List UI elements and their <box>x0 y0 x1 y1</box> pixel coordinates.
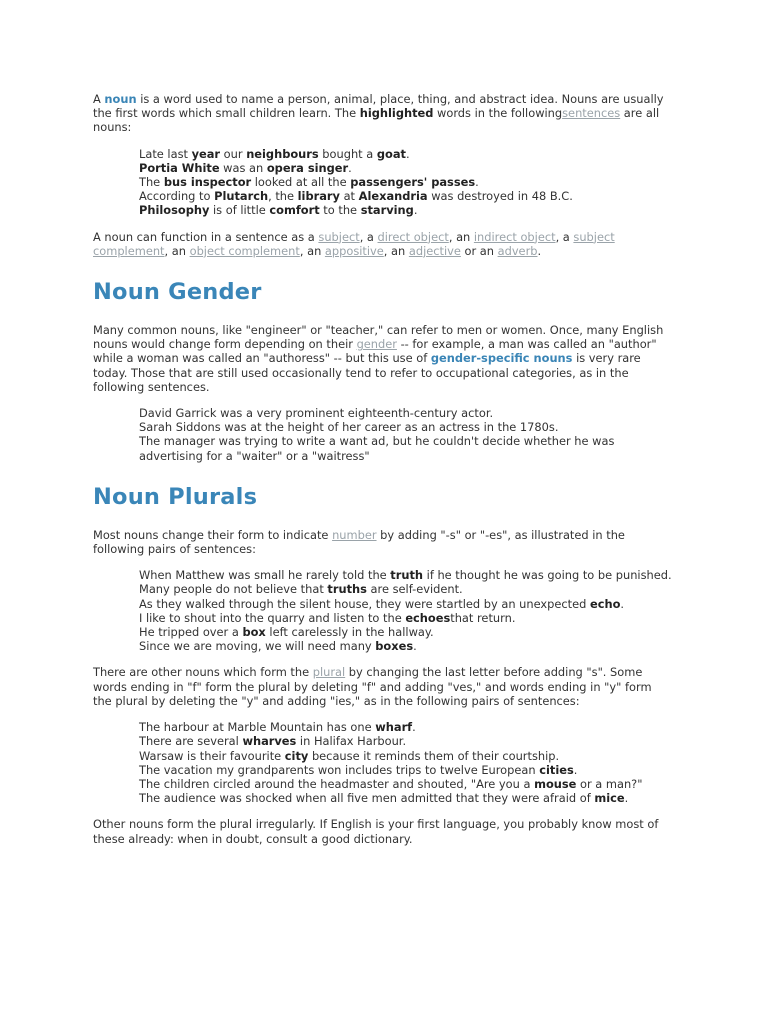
gender-paragraph <box>93 323 673 394</box>
bold-noun: bus inspector <box>163 175 252 190</box>
bold-noun: echo <box>590 596 621 611</box>
example-sentence <box>139 720 673 734</box>
bold-noun: Alexandria <box>358 189 428 204</box>
sentence-text: The <box>139 175 164 190</box>
link-gender[interactable]: gender <box>356 337 397 352</box>
keyword-highlighted: highlighted <box>359 106 434 121</box>
sentence-text: Late last <box>139 146 192 161</box>
sentence-text: looked at all the <box>251 175 351 190</box>
heading-noun-plurals: Noun Plurals <box>93 483 258 510</box>
sentence-text: . <box>406 146 410 161</box>
intro-text: A <box>93 92 105 106</box>
sentence-text: When Matthew was small he rarely told the <box>139 568 391 583</box>
sentence-text: There are several <box>139 734 243 749</box>
link-indirect-object[interactable]: indirect object <box>473 229 556 244</box>
functions-text: A noun can function in a sentence as a <box>93 229 319 244</box>
link-appositive[interactable]: appositive <box>324 243 384 258</box>
functions-text: , an <box>383 243 409 258</box>
link-subject[interactable]: subject <box>318 229 360 244</box>
example-sentence <box>139 791 673 805</box>
link-direct-object[interactable]: direct object <box>377 229 449 244</box>
sentence-text: . <box>624 791 629 806</box>
link-subject-complement[interactable]: subject complement <box>93 229 615 258</box>
sentence-text: because it reminds them of their courtship. <box>308 748 560 763</box>
sentence-text: , the <box>268 189 298 204</box>
sentence-text: The children circled around the headmaster and shouted, "Are you a <box>139 776 535 791</box>
example-sentence <box>139 777 673 791</box>
sentence-text: According to <box>139 189 215 204</box>
plurals-paragraph-2 <box>93 665 673 708</box>
sentence-text: if he thought he was going to be punished. <box>423 568 672 583</box>
sentence-text: was an <box>219 160 267 175</box>
bold-noun: box <box>242 625 266 640</box>
bold-noun: year <box>191 146 221 161</box>
functions-text: , a <box>359 229 378 244</box>
sentence-text: or a man?" <box>576 776 643 791</box>
sentence-text: bought a <box>318 146 377 161</box>
link-object-complement[interactable]: object complement <box>189 243 300 258</box>
sentence-text: left carelessly in the hallway. <box>265 625 434 640</box>
sentence-text: The harbour at Marble Mountain has one <box>139 720 376 735</box>
functions-text: , a <box>555 229 574 244</box>
plurals-text: There are other nouns which form the <box>93 665 313 680</box>
plurals-paragraph <box>93 528 673 556</box>
plurals-text: by adding "-s" or "-es", as illustrated in the following pairs of sentences: <box>93 527 625 557</box>
link-sentences[interactable]: sentences <box>562 106 621 121</box>
bold-noun: goat <box>376 146 406 161</box>
sentence-text: The audience was shocked when all five men admitted that they were afraid of <box>139 791 595 806</box>
plurals-paragraph-3: Other nouns form the plural irregularly. If English is your first language, you probably know most of these already: when in doubt, consult a good dictionary. <box>93 817 659 846</box>
noun-functions-paragraph <box>93 230 673 258</box>
intro-text: words in the following <box>433 106 563 121</box>
bold-noun: cities <box>539 762 574 777</box>
heading-noun-gender: Noun Gender <box>93 279 262 306</box>
intro-text: is a word used to name a person, animal, place, thing, and abstract idea. Nouns are usually the first words which small children learn. The <box>93 92 664 121</box>
example-sentence <box>139 749 673 763</box>
sentence-text: . <box>348 160 352 175</box>
sentence-text: As they walked through the silent house, they were startled by an unexpected <box>139 596 590 611</box>
keyword-noun: noun <box>104 92 137 106</box>
example-sentence <box>139 175 673 189</box>
example-sentence <box>139 597 673 611</box>
bold-noun: echoes <box>405 610 451 625</box>
example-sentence: Sarah Siddons was at the height of her career as an actress in the 1780s. <box>139 420 559 435</box>
sentence-text: I like to shout into the quarry and listen to the <box>139 610 406 625</box>
bold-noun: neighbours <box>246 146 319 161</box>
sentence-text: to the <box>319 203 361 218</box>
sentence-text: Many people do not believe that <box>139 582 328 597</box>
bold-noun: truth <box>390 568 424 583</box>
bold-noun: wharf <box>375 720 413 735</box>
bold-noun: wharves <box>242 734 297 749</box>
plurals-text: by changing the last letter before adding "s". Some words ending in "f" form the plural by deleting "f" and adding "ves," and words ending in "y" form the plural by deleting the "y" and adding "ies," as in the following pairs of sentences: <box>93 665 652 708</box>
example-sentence <box>139 639 673 653</box>
bold-noun: Portia White <box>139 160 220 175</box>
example-sentence <box>139 189 673 203</box>
bold-noun: city <box>284 748 309 763</box>
sentence-text: . <box>413 639 417 654</box>
bold-noun: library <box>297 189 340 204</box>
example-sentence <box>139 582 673 596</box>
example-sentence <box>139 734 673 748</box>
sentence-text: . <box>573 762 578 777</box>
example-sentence <box>139 763 673 777</box>
bold-noun: passengers' passes <box>350 175 476 190</box>
example-sentence <box>139 625 673 639</box>
sentence-text: our <box>220 146 247 161</box>
sentence-text: . <box>620 596 625 611</box>
sentence-text: The vacation my grandparents won includes trips to twelve European <box>139 762 540 777</box>
gender-text: Many common nouns, like "engineer" or "teacher," can refer to men or women. Once, many English nouns would change form depending on their <box>93 323 664 352</box>
sentence-text: . <box>475 175 479 190</box>
sentence-text: . <box>412 720 416 735</box>
document-body <box>93 92 673 846</box>
intro-paragraph <box>93 92 673 135</box>
sentence-text: that return. <box>450 610 516 625</box>
link-adverb[interactable]: adverb <box>497 243 538 258</box>
functions-text: , an <box>299 243 325 258</box>
sentence-text: Warsaw is their favourite <box>139 748 285 763</box>
sentence-text: . <box>413 203 418 218</box>
sentence-text: Since we are moving, we will need many <box>139 639 376 654</box>
example-sentence <box>139 203 673 217</box>
sentence-text: was destroyed in 48 B.C. <box>427 189 573 204</box>
noun-examples-list <box>139 147 673 218</box>
example-sentence <box>139 161 673 175</box>
sentence-text: is of little <box>209 203 270 218</box>
example-sentence <box>139 568 673 582</box>
link-number[interactable]: number <box>332 527 377 542</box>
keyword-gender-specific-nouns: gender-specific nouns <box>430 351 573 366</box>
sentence-text: are self-evident. <box>366 582 463 597</box>
bold-noun: opera singer <box>266 160 349 175</box>
bold-noun: truths <box>327 582 367 597</box>
sentence-text: in Halifax Harbour. <box>296 734 407 749</box>
example-sentence <box>139 147 673 161</box>
functions-text: , an <box>448 229 474 244</box>
bold-noun: mouse <box>534 776 577 791</box>
plurals-text: Most nouns change their form to indicate <box>93 527 333 542</box>
example-sentence: The manager was trying to write a want ad, but he couldn't decide whether he was advertising for a "waiter" or a "waitress" <box>139 434 615 463</box>
bold-noun: starving <box>360 203 414 218</box>
gender-text: -- for example, a man was called an "author" while a woman was called an "authoress" -- but this use of <box>93 337 657 366</box>
link-adjective[interactable]: adjective <box>408 243 461 258</box>
sentence-text: He tripped over a <box>139 625 243 640</box>
plural-examples-list <box>139 568 673 653</box>
example-sentence: David Garrick was a very prominent eighteenth-century actor. <box>139 406 494 421</box>
sentence-text: at <box>339 189 359 204</box>
gender-examples-list <box>139 406 673 463</box>
bold-noun: boxes <box>375 639 414 654</box>
plural-examples-list-2 <box>139 720 673 805</box>
bold-noun: Philosophy <box>139 203 210 218</box>
intro-text: are all nouns: <box>93 106 660 135</box>
link-plural[interactable]: plural <box>312 665 346 680</box>
bold-noun: comfort <box>269 203 320 218</box>
bold-noun: Plutarch <box>214 189 269 204</box>
bold-noun: mice <box>594 791 625 806</box>
functions-text: . <box>537 243 542 258</box>
gender-text: is very rare today. Those that are still used occasionally tend to refer to occupational categories, as in the following sentences. <box>93 351 641 394</box>
functions-text: or an <box>460 243 498 258</box>
functions-text: , an <box>164 243 190 258</box>
example-sentence <box>139 611 673 625</box>
